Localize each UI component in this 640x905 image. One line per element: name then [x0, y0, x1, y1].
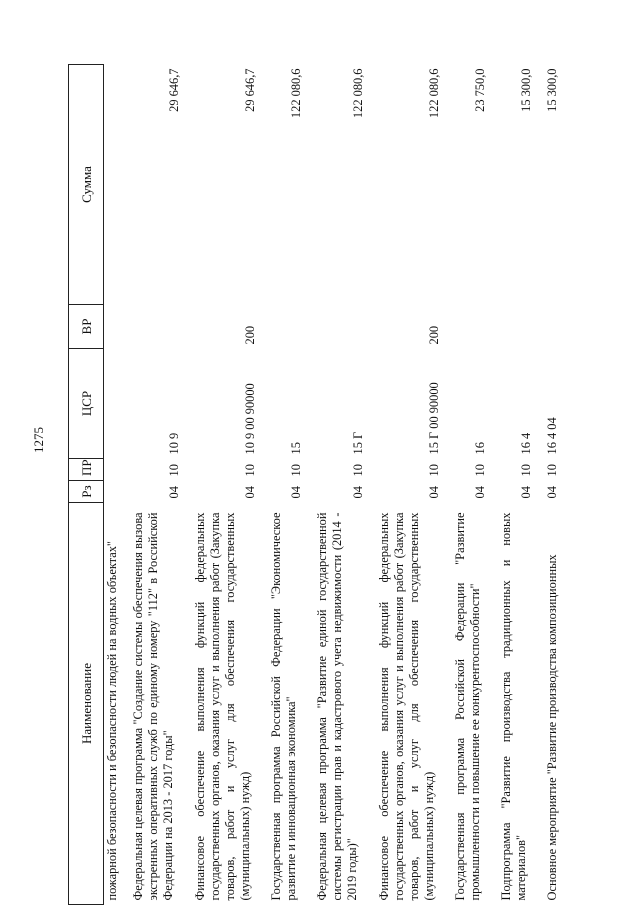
header-rz: Рз: [69, 481, 104, 503]
header-sum: Сумма: [69, 65, 104, 305]
row-vr: 200: [243, 325, 257, 345]
row-name: Федеральная целевая программа "Развитие единой государственной системы регистрации прав и кадастрового учета недвижимости (2014 - 2019 годы)": [315, 512, 359, 901]
table-row: [305, 65, 367, 905]
header-pr: ПР: [69, 459, 104, 481]
row-sum: 23 750,0: [473, 68, 487, 112]
row-vr: [535, 305, 565, 349]
row-csr: 10 9 00 90000: [243, 383, 257, 455]
table-row: [489, 65, 535, 905]
table-row: [535, 65, 565, 905]
row-vr: [121, 305, 183, 349]
row-sum: [104, 65, 122, 305]
table-row: [259, 65, 305, 905]
row-sum: 122 080,6: [351, 68, 365, 119]
row-rz: [104, 481, 122, 503]
row-rz: 04: [473, 486, 487, 499]
row-vr: [259, 305, 305, 349]
row-pr: 10: [351, 464, 365, 477]
table-header-row: [69, 65, 104, 905]
row-sum: 15 300,0: [519, 68, 533, 112]
header-csr: ЦСР: [69, 349, 104, 459]
row-csr: 16 4: [519, 432, 533, 455]
row-sum: 15 300,0: [545, 68, 559, 112]
row-rz: 04: [519, 486, 533, 499]
row-csr: [104, 349, 122, 459]
row-vr: [489, 305, 535, 349]
row-name: Подпрограмма "Развитие производства традиционных и новых материалов": [499, 512, 528, 901]
row-csr: 15 Г 00 90000: [427, 382, 441, 455]
row-vr: [305, 305, 367, 349]
row-pr: 10: [545, 464, 559, 477]
row-rz: 04: [243, 486, 257, 499]
row-csr: 10 9: [167, 432, 181, 455]
header-vr: ВР: [69, 305, 104, 349]
rotated-page-content: [68, 65, 608, 905]
row-rz: 04: [545, 486, 559, 499]
row-rz: 04: [289, 486, 303, 499]
row-name: Основное мероприятие "Развитие производства композиционных: [545, 554, 559, 901]
row-vr: [443, 305, 489, 349]
row-sum: 29 646,7: [167, 68, 181, 112]
budget-table: [68, 64, 565, 905]
row-pr: 10: [289, 464, 303, 477]
row-vr: 200: [427, 325, 441, 345]
row-pr: 10: [243, 464, 257, 477]
header-name: Наименование: [69, 503, 104, 905]
table-row: [104, 65, 122, 905]
row-name: Государственная программа Российской Федерации "Развитие промышленности и повышение ее конкурентоспособности": [453, 512, 482, 901]
row-pr: [104, 459, 122, 481]
table-row: [183, 65, 259, 905]
table-row: [367, 65, 443, 905]
row-name: Федеральная целевая программа "Создание системы обеспечения вызова экстренных оперативных служб по единому номеру "112" в Российской Федерации на 2013 - 2017 годы": [131, 512, 175, 901]
table-row: [443, 65, 489, 905]
row-csr: 16: [473, 442, 487, 455]
row-pr: 10: [473, 464, 487, 477]
row-csr: 16 4 04: [545, 417, 559, 455]
row-csr: 15: [289, 442, 303, 455]
row-rz: 04: [167, 486, 181, 499]
row-sum: 122 080,6: [427, 68, 441, 119]
row-rz: 04: [351, 486, 365, 499]
row-sum: 122 080,6: [289, 68, 303, 119]
row-pr: 10: [427, 464, 441, 477]
row-sum: 29 646,7: [243, 68, 257, 112]
page-number: 1275: [31, 427, 46, 453]
row-csr: 15 Г: [351, 431, 365, 455]
row-vr: [104, 305, 122, 349]
row-rz: 04: [427, 486, 441, 499]
row-pr: 10: [519, 464, 533, 477]
row-name: Государственная программа Российской Федерации "Экономическое развитие и инновационная экономика": [269, 512, 298, 901]
row-name: пожарной безопасности и безопасности людей на водных объектах": [105, 541, 119, 901]
table-row: [121, 65, 183, 905]
row-name: Финансовое обеспечение выполнения функций федеральных государственных органов, оказания услуг и выполнения работ (Закупка товаров, работ и услуг для обеспечения государственных (муниципальных) нужд): [377, 512, 436, 901]
row-name: Финансовое обеспечение выполнения функций федеральных государственных органов, оказания услуг и выполнения работ (Закупка товаров, работ и услуг для обеспечения государственных (муниципальных) нужд): [193, 512, 252, 901]
row-pr: 10: [167, 464, 181, 477]
